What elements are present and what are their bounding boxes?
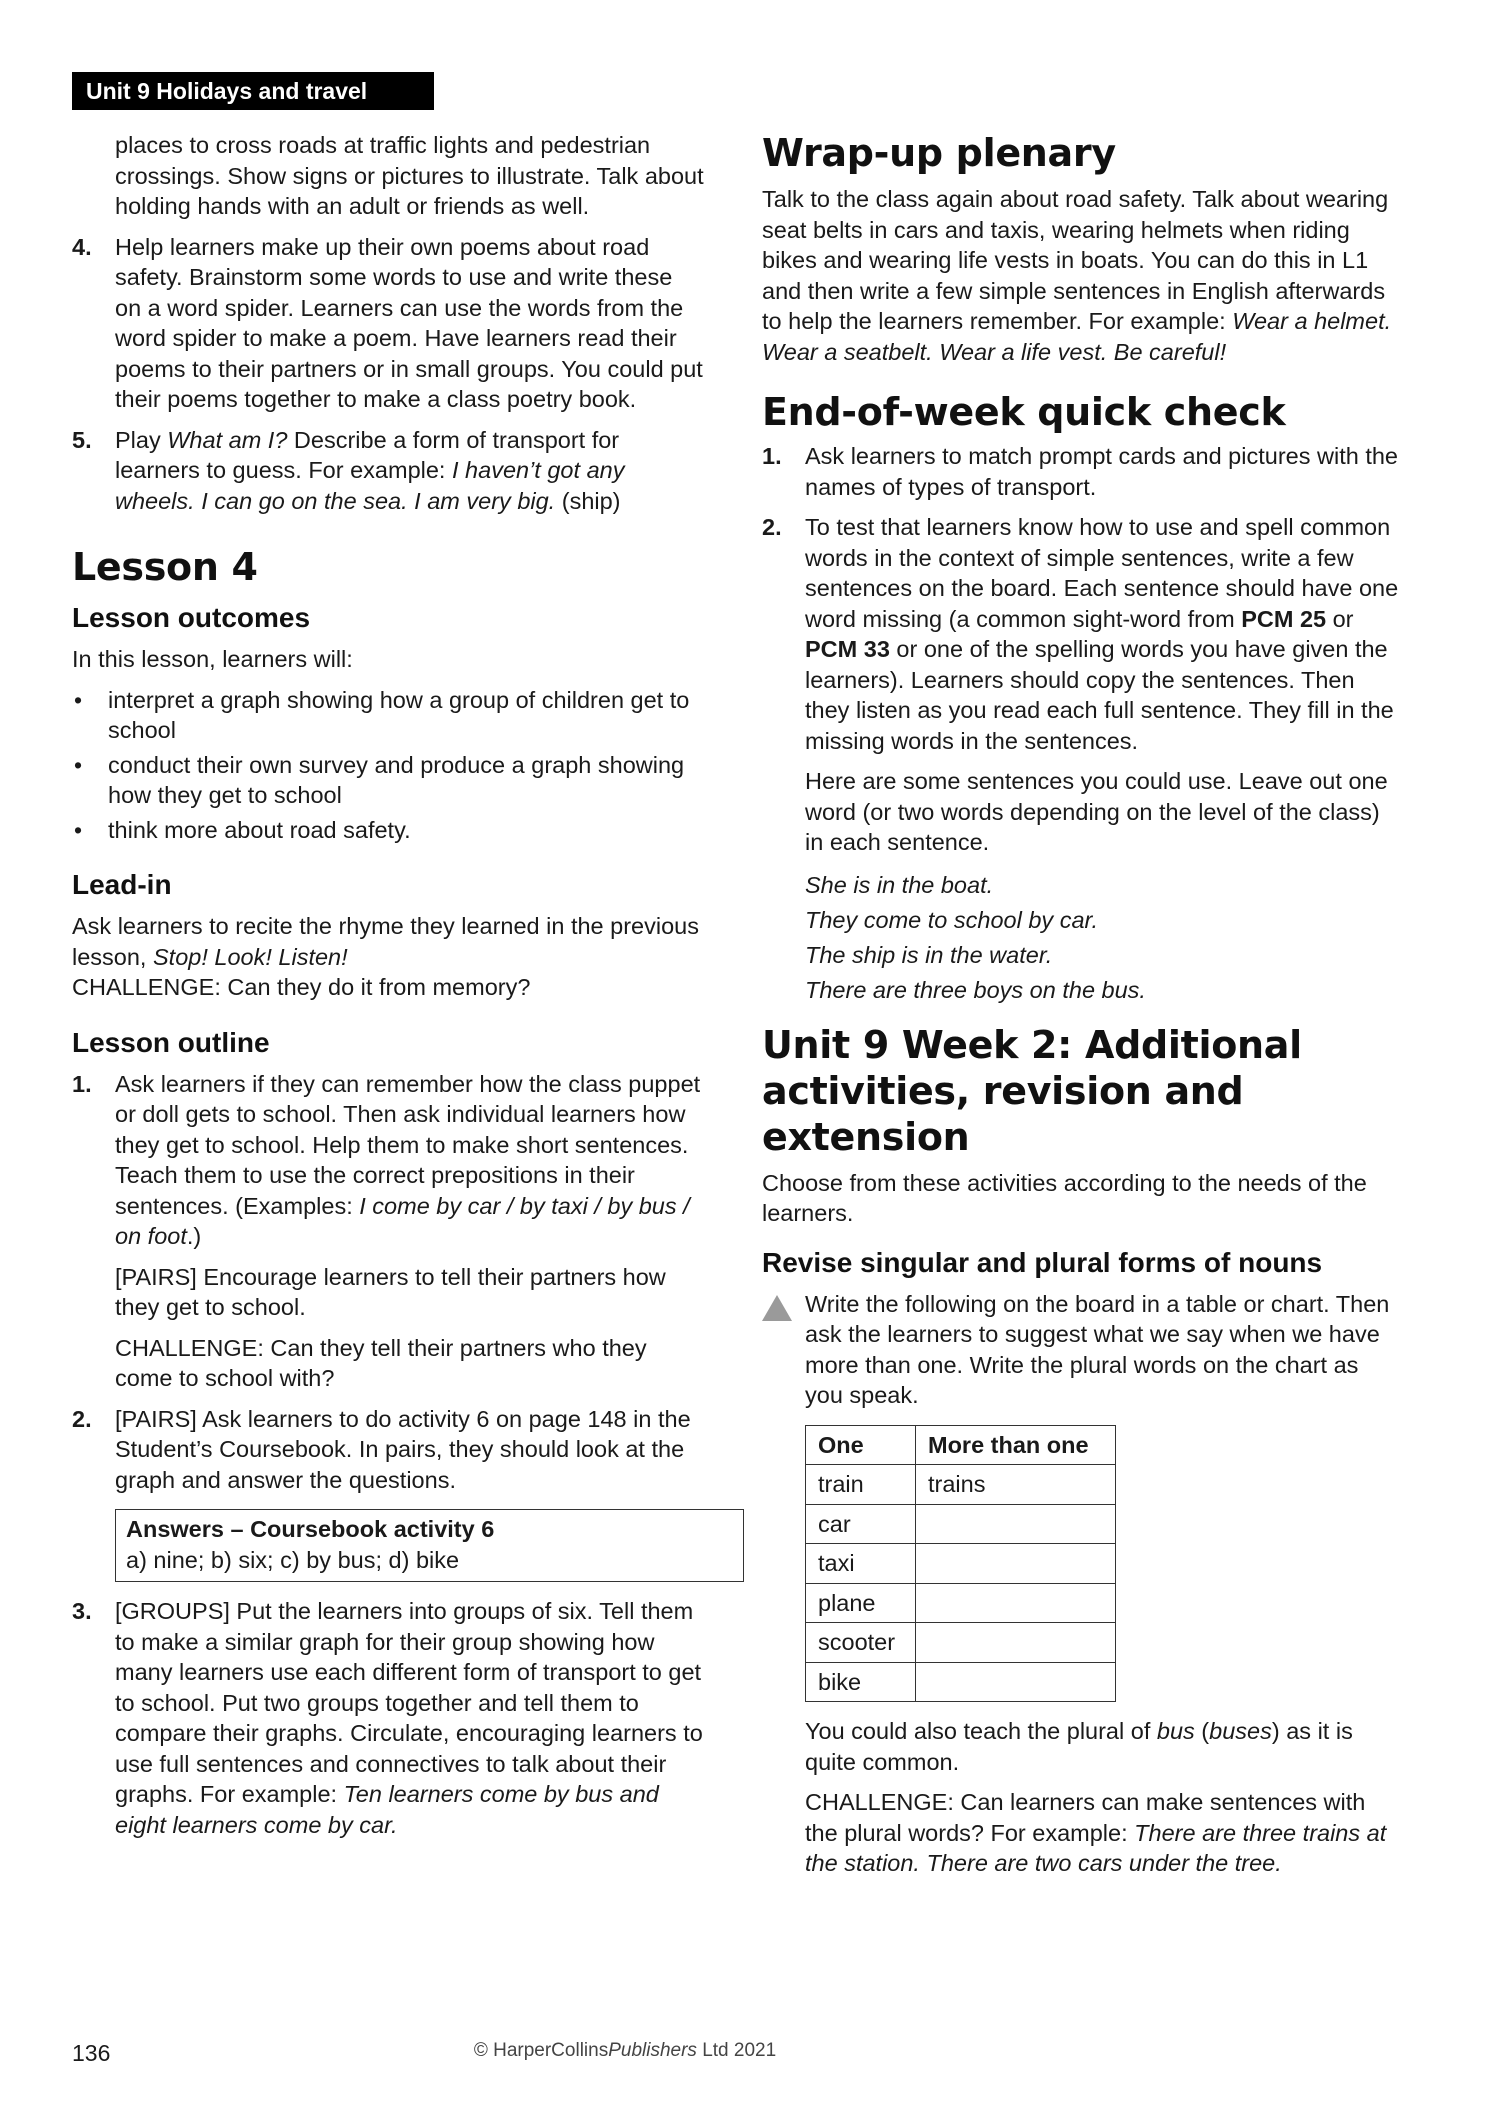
table-cell: bike [806,1662,916,1702]
example-sentence: She is in the boat. [805,871,994,898]
outline-item-2 [72,1404,704,1496]
plural-table [805,1425,1116,1703]
challenge-text: CHALLENGE: Can learners can make sentences with the plural words? For example: There are three trains at the station. There are two cars under the tree. [805,1789,1387,1876]
item-number: 1. [72,1070,92,1097]
item-number: 5. [72,426,92,453]
table-row [806,1662,1116,1702]
week2-subheading: Revise singular and plural forms of nouns [762,1246,1323,1278]
outcomes-intro: In this lesson, learners will: [72,646,353,672]
activity-text: Write the following on the board in a table or chart. Then ask the learners to suggest what we say when we have more than one. Write the plural words on the chart as you speak. [805,1290,1390,1408]
item-number: 3. [72,1598,92,1624]
outline-item-3 [72,1596,704,1840]
table-row [806,1623,1116,1663]
outcomes-heading: Lesson outcomes [72,602,311,633]
table-cell [916,1583,1116,1623]
check-item-2 [762,512,1402,1008]
check-item-1 [762,441,1402,502]
outline-heading: Lesson outline [72,1026,270,1058]
table-cell: train [806,1465,916,1505]
item-text: [GROUPS] Put the learners into groups of six. Tell them to make a similar graph for their group showing how many learners use each different form of transport to get to school. Put two groups together and tell them to compare their graphs. Circulate, encouraging learners to use full sentences and connectives to talk about their graphs. For example: Ten learners come by bus and eight learners come by car. [115,1598,703,1838]
item-number: 2. [72,1405,92,1432]
item-text: Play What am I? Describe a form of transport for learners to guess. For example: I haven’t got any wheels. I can go on the sea. I am very big. (ship) [115,426,625,514]
list-item: • interpret a graph showing how a group of children get to school [72,685,704,746]
example-sentence: They come to school by car. [805,906,1099,933]
leadin-heading: Lead-in [72,869,172,900]
leadin-challenge: CHALLENGE: Can they do it from memory? [72,974,531,1000]
item-challenge-text: CHALLENGE: Can they tell their partners who they come to school with? [115,1334,647,1391]
lesson-title: Lesson 4 [72,545,258,589]
plural-bus-note: You could also teach the plural of bus (buses) as it is quite common. [805,1718,1353,1775]
item-text: Ask learners to match prompt cards and pictures with the names of types of transport. [805,443,1398,500]
outline-item-1 [72,1069,704,1394]
table-header: More than one [916,1425,1116,1465]
table-cell: scooter [806,1623,916,1663]
week2-heading: Unit 9 Week 2: Additional activities, revision and extension [762,1022,1302,1159]
table-cell [916,1662,1116,1702]
list-item: • think more about road safety. [72,815,704,846]
item-number: 4. [72,233,92,260]
item-text: To test that learners know how to use and spell common words in the context of simple sentences, write a few sentences on the board. Each sentence should have one word missing (a common sight-word from PCM 25 or PCM 33 or one of the spelling words you have given the learners). Learners should copy the sentences. Then they listen as you read each full sentence. They fill in the missing words in the sentences. [805,514,1399,754]
table-cell [916,1623,1116,1663]
continued-item-text: places to cross roads at traffic lights and pedestrian crossings. Show signs or pictures to illustrate. Talk about holding hands with an adult or friends as well. [115,132,704,219]
item-text: Help learners make up their own poems about road safety. Brainstorm some words to use and write these on a word spider. Learners can use the words from the word spider to make a poem. Have learners read their poems to their partners or in small groups. You could put their poems together to make a class poetry book. [115,233,703,412]
quick-check-heading: End-of-week quick check [762,390,1286,434]
table-row [806,1465,1116,1505]
copyright-notice: © HarperCollinsPublishers Ltd 2021 [473,2040,777,2061]
item-note-text: Here are some sentences you could use. Leave out one word (or two words depending on the level of the class) in each sentence. [805,768,1388,855]
item-text: [PAIRS] Ask learners to do activity 6 on page 148 in the Student’s Coursebook. In pairs, they should look at the graph and answer the questions. [115,1405,691,1493]
item-pairs-text: [PAIRS] Encourage learners to tell their partners how they get to school. [115,1263,666,1320]
table-row [806,1504,1116,1544]
table-cell: car [806,1504,916,1544]
table-cell: plane [806,1583,916,1623]
answers-text: a) nine; b) six; c) by bus; d) bike [126,1546,460,1573]
answers-box [115,1509,744,1582]
list-item: • conduct their own survey and produce a graph showing how they get to school [72,750,704,811]
activity-item [762,1289,1402,1879]
wrapup-text: Talk to the class again about road safety. Talk about wearing seat belts in cars and taxis, wearing helmets when riding bikes and wearing life vests in boats. You can do this in L1 and then write a few simple sentences in English afterwards to help the learners remember. For example: Wear a helmet. Wear a seatbelt. Wear a life vest. Be careful! [762,186,1392,365]
example-sentence: There are three boys on the bus. [805,976,1146,1003]
item-number: 1. [762,443,782,469]
unit-title: Unit 9 Holidays and travel [86,78,368,104]
triangle-icon [762,1289,805,1879]
table-cell [916,1504,1116,1544]
example-sentence: The ship is in the water. [805,941,1053,968]
unit-header-bar [72,72,434,110]
table-header-row [806,1425,1116,1465]
table-cell: trains [916,1465,1116,1505]
right-column [762,130,1402,1879]
answers-title: Answers – Coursebook activity 6 [126,1516,495,1542]
item-text: Ask learners if they can remember how the class puppet or doll gets to school. Then ask individual learners how they get to school. Help them to make short sentences. Teach them to use the correct prepositions in their sentences. (Examples: I come by car / by taxi / by bus / on foot.) [115,1070,701,1249]
table-cell: taxi [806,1544,916,1584]
page-number: 136 [72,2040,111,2066]
list-item-5 [72,425,704,517]
leadin-text: Ask learners to recite the rhyme they learned in the previous lesson, Stop! Look! Listen! [72,913,699,970]
list-item-4 [72,232,704,415]
table-row [806,1544,1116,1584]
table-row [806,1583,1116,1623]
wrapup-heading: Wrap-up plenary [762,131,1116,175]
week2-intro: Choose from these activities according to the needs of the learners. [762,1169,1367,1226]
item-number: 2. [762,514,782,540]
table-header: One [806,1425,916,1465]
outcomes-list [72,685,704,846]
left-column [72,130,704,1850]
table-cell [916,1544,1116,1584]
